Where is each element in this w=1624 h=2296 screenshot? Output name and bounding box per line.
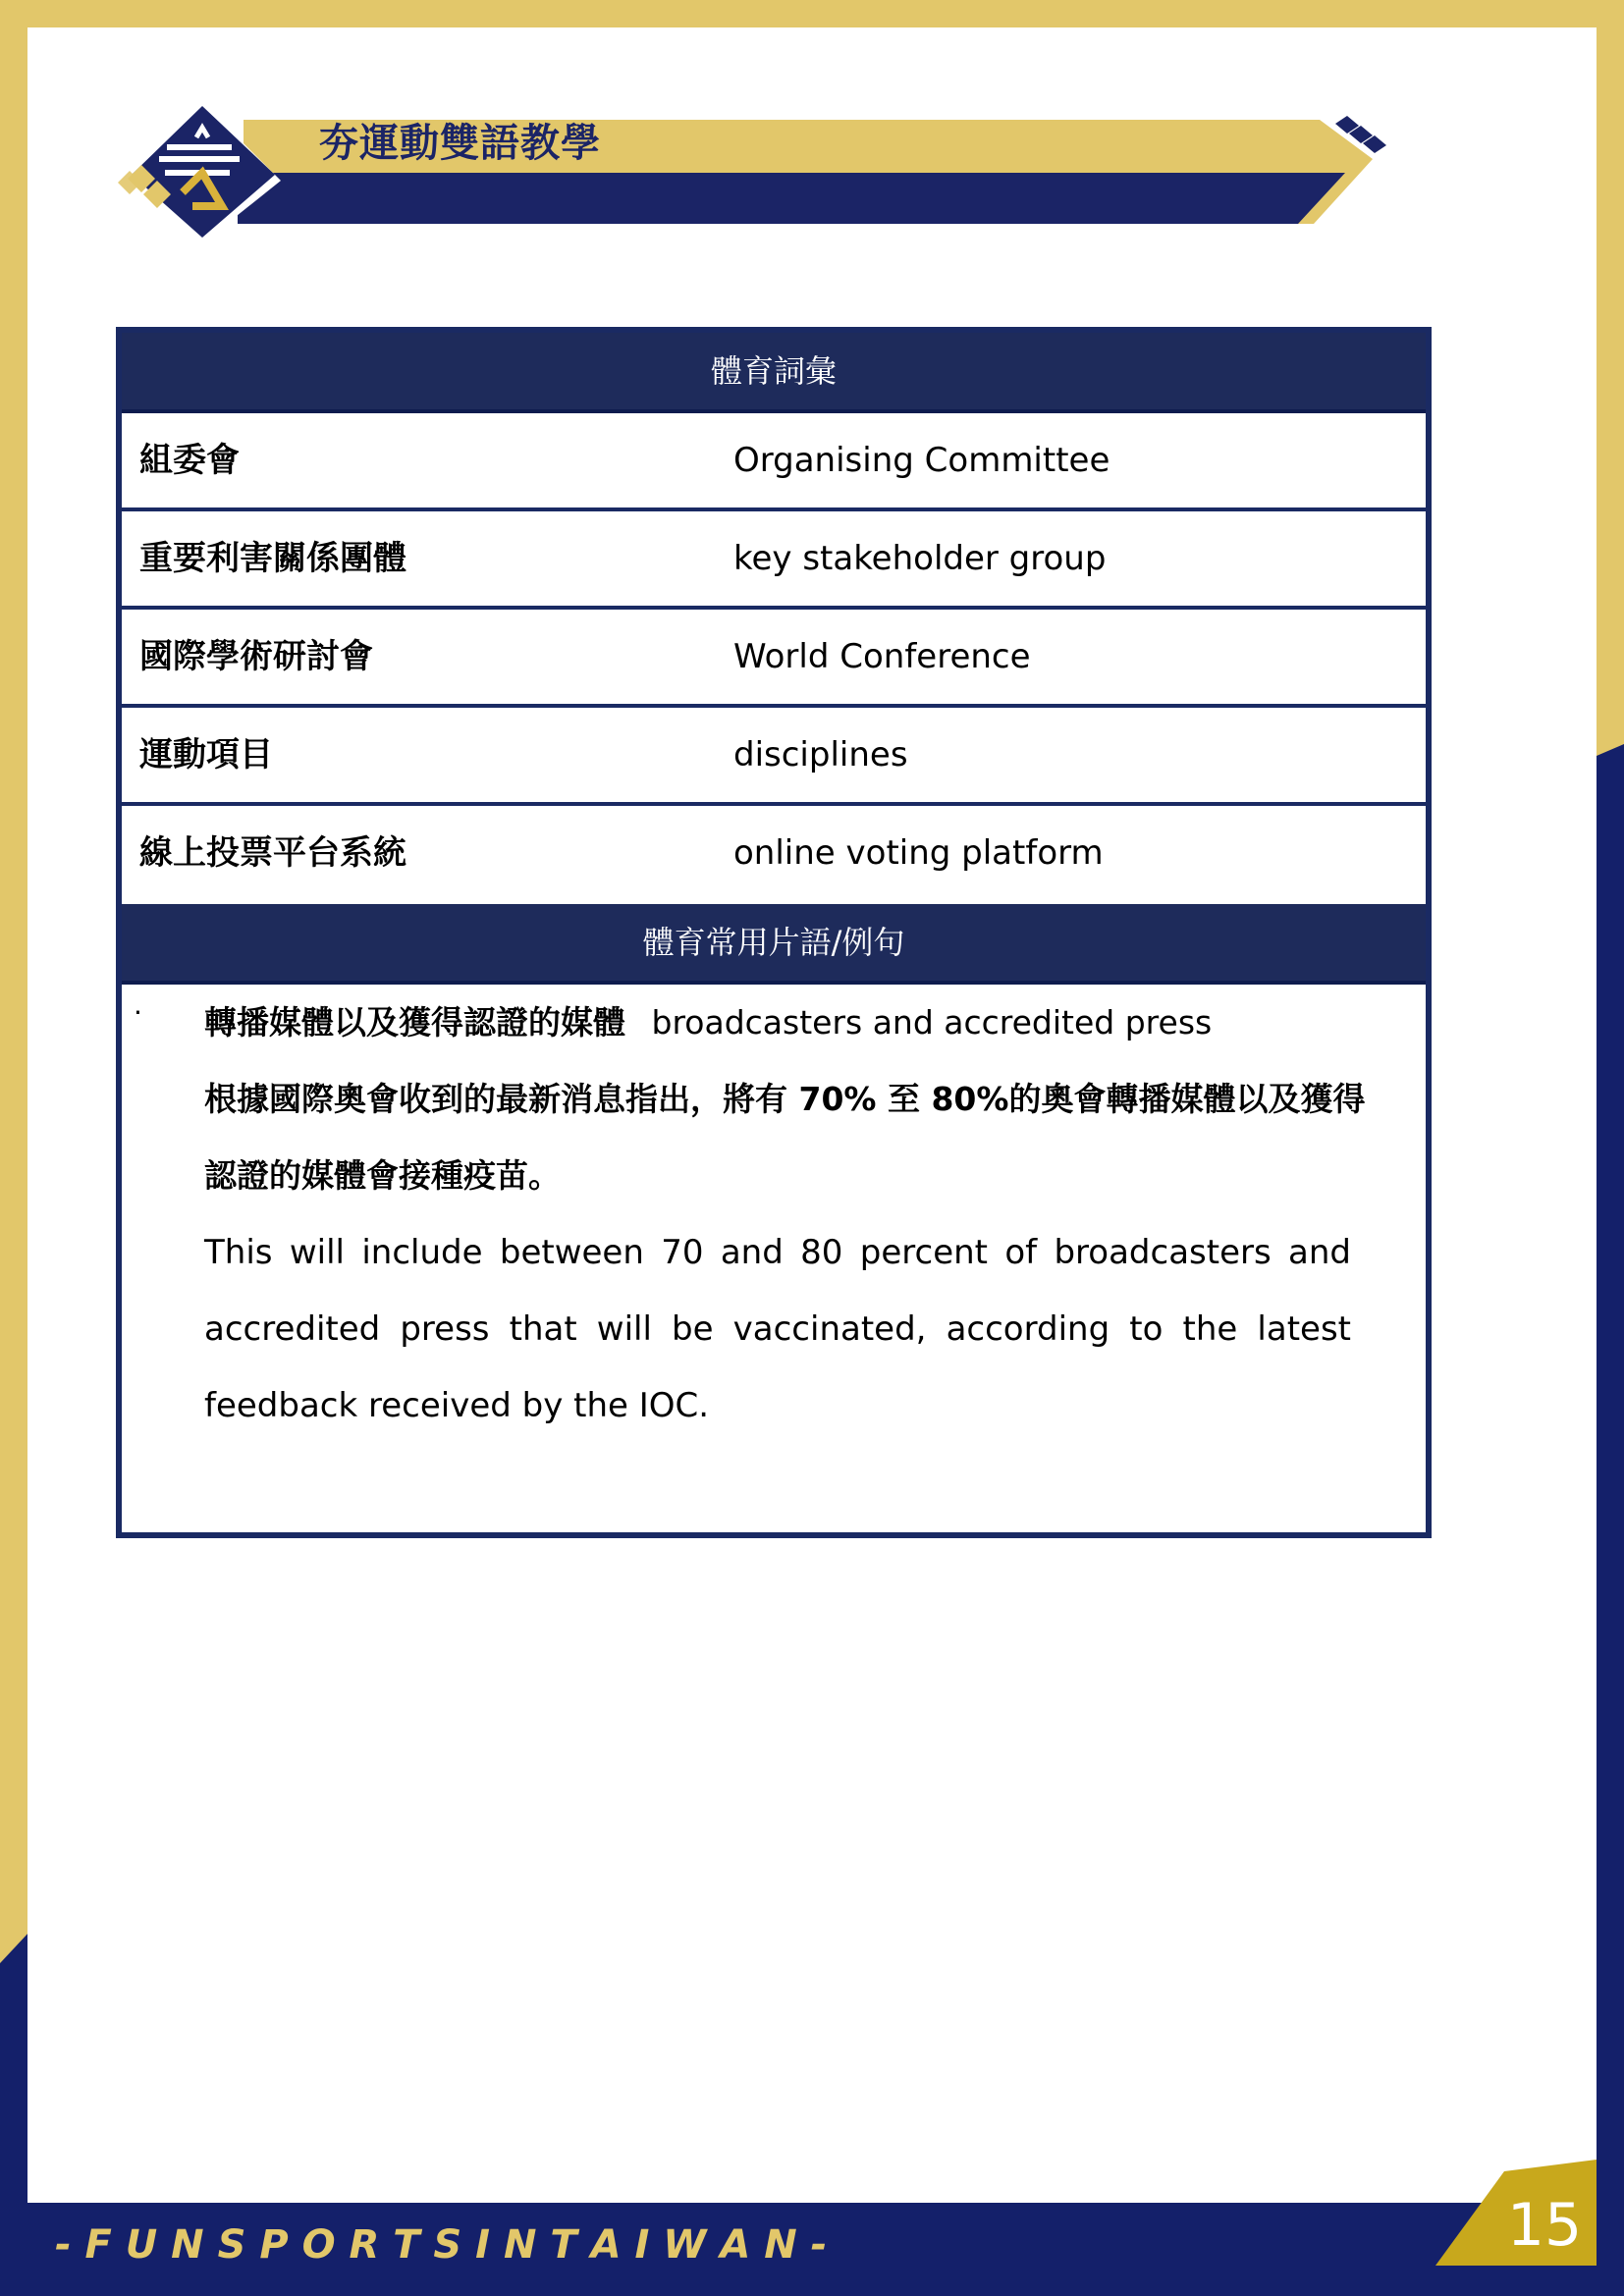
vocab-row	[122, 610, 1426, 708]
vocab-term-zh: 重要利害關係團體	[139, 539, 406, 578]
vocab-term-en: disciplines	[733, 735, 908, 774]
vocab-term-zh: 線上投票平台系統	[139, 833, 406, 873]
vocab-term-en: key stakeholder group	[733, 539, 1107, 578]
vocab-term-zh: 國際學術研討會	[139, 637, 373, 676]
vocab-term-en: Organising Committee	[733, 441, 1110, 480]
vocab-row	[122, 511, 1426, 610]
example-zh-line-2: 認證的媒體會接種疫苗。	[204, 1156, 561, 1195]
phrases-heading: 體育常用片語/例句	[122, 904, 1426, 985]
page-title: 夯運動雙語教學	[319, 121, 601, 166]
phrases-section	[122, 985, 1426, 1515]
vocab-row	[122, 708, 1426, 806]
page-number: 15	[1506, 2191, 1583, 2260]
footer-tagline: - F U N S P O R T S I N T A I W A N -	[55, 2222, 828, 2268]
vocab-row	[122, 806, 1426, 904]
vocab-row	[122, 413, 1426, 511]
vocab-term-en: World Conference	[733, 637, 1031, 676]
phrase-title	[204, 985, 1353, 1061]
example-en-sentence: This will include between 70 and 80 percent of broadcasters and accredited press that will be vaccinated, according to the latest feedback received by the IOC.	[204, 1233, 1351, 1425]
phrase-title-en: broadcasters and accredited press	[651, 1003, 1213, 1041]
vocabulary-heading: 體育詞彙	[122, 333, 1426, 413]
vocab-term-zh: 組委會	[139, 441, 240, 480]
vocab-term-zh: 運動項目	[139, 735, 273, 774]
phrase-title-zh: 轉播媒體以及獲得認證的媒體	[204, 1003, 625, 1041]
example-zh-line-1: 根據國際奧會收到的最新消息指出，將有 70% 至 80%的奧會轉播媒體以及獲得	[204, 1080, 1366, 1118]
vocabulary-table	[116, 327, 1432, 1538]
vocab-term-en: online voting platform	[733, 833, 1104, 873]
bullet-marker: ·	[134, 996, 142, 1029]
